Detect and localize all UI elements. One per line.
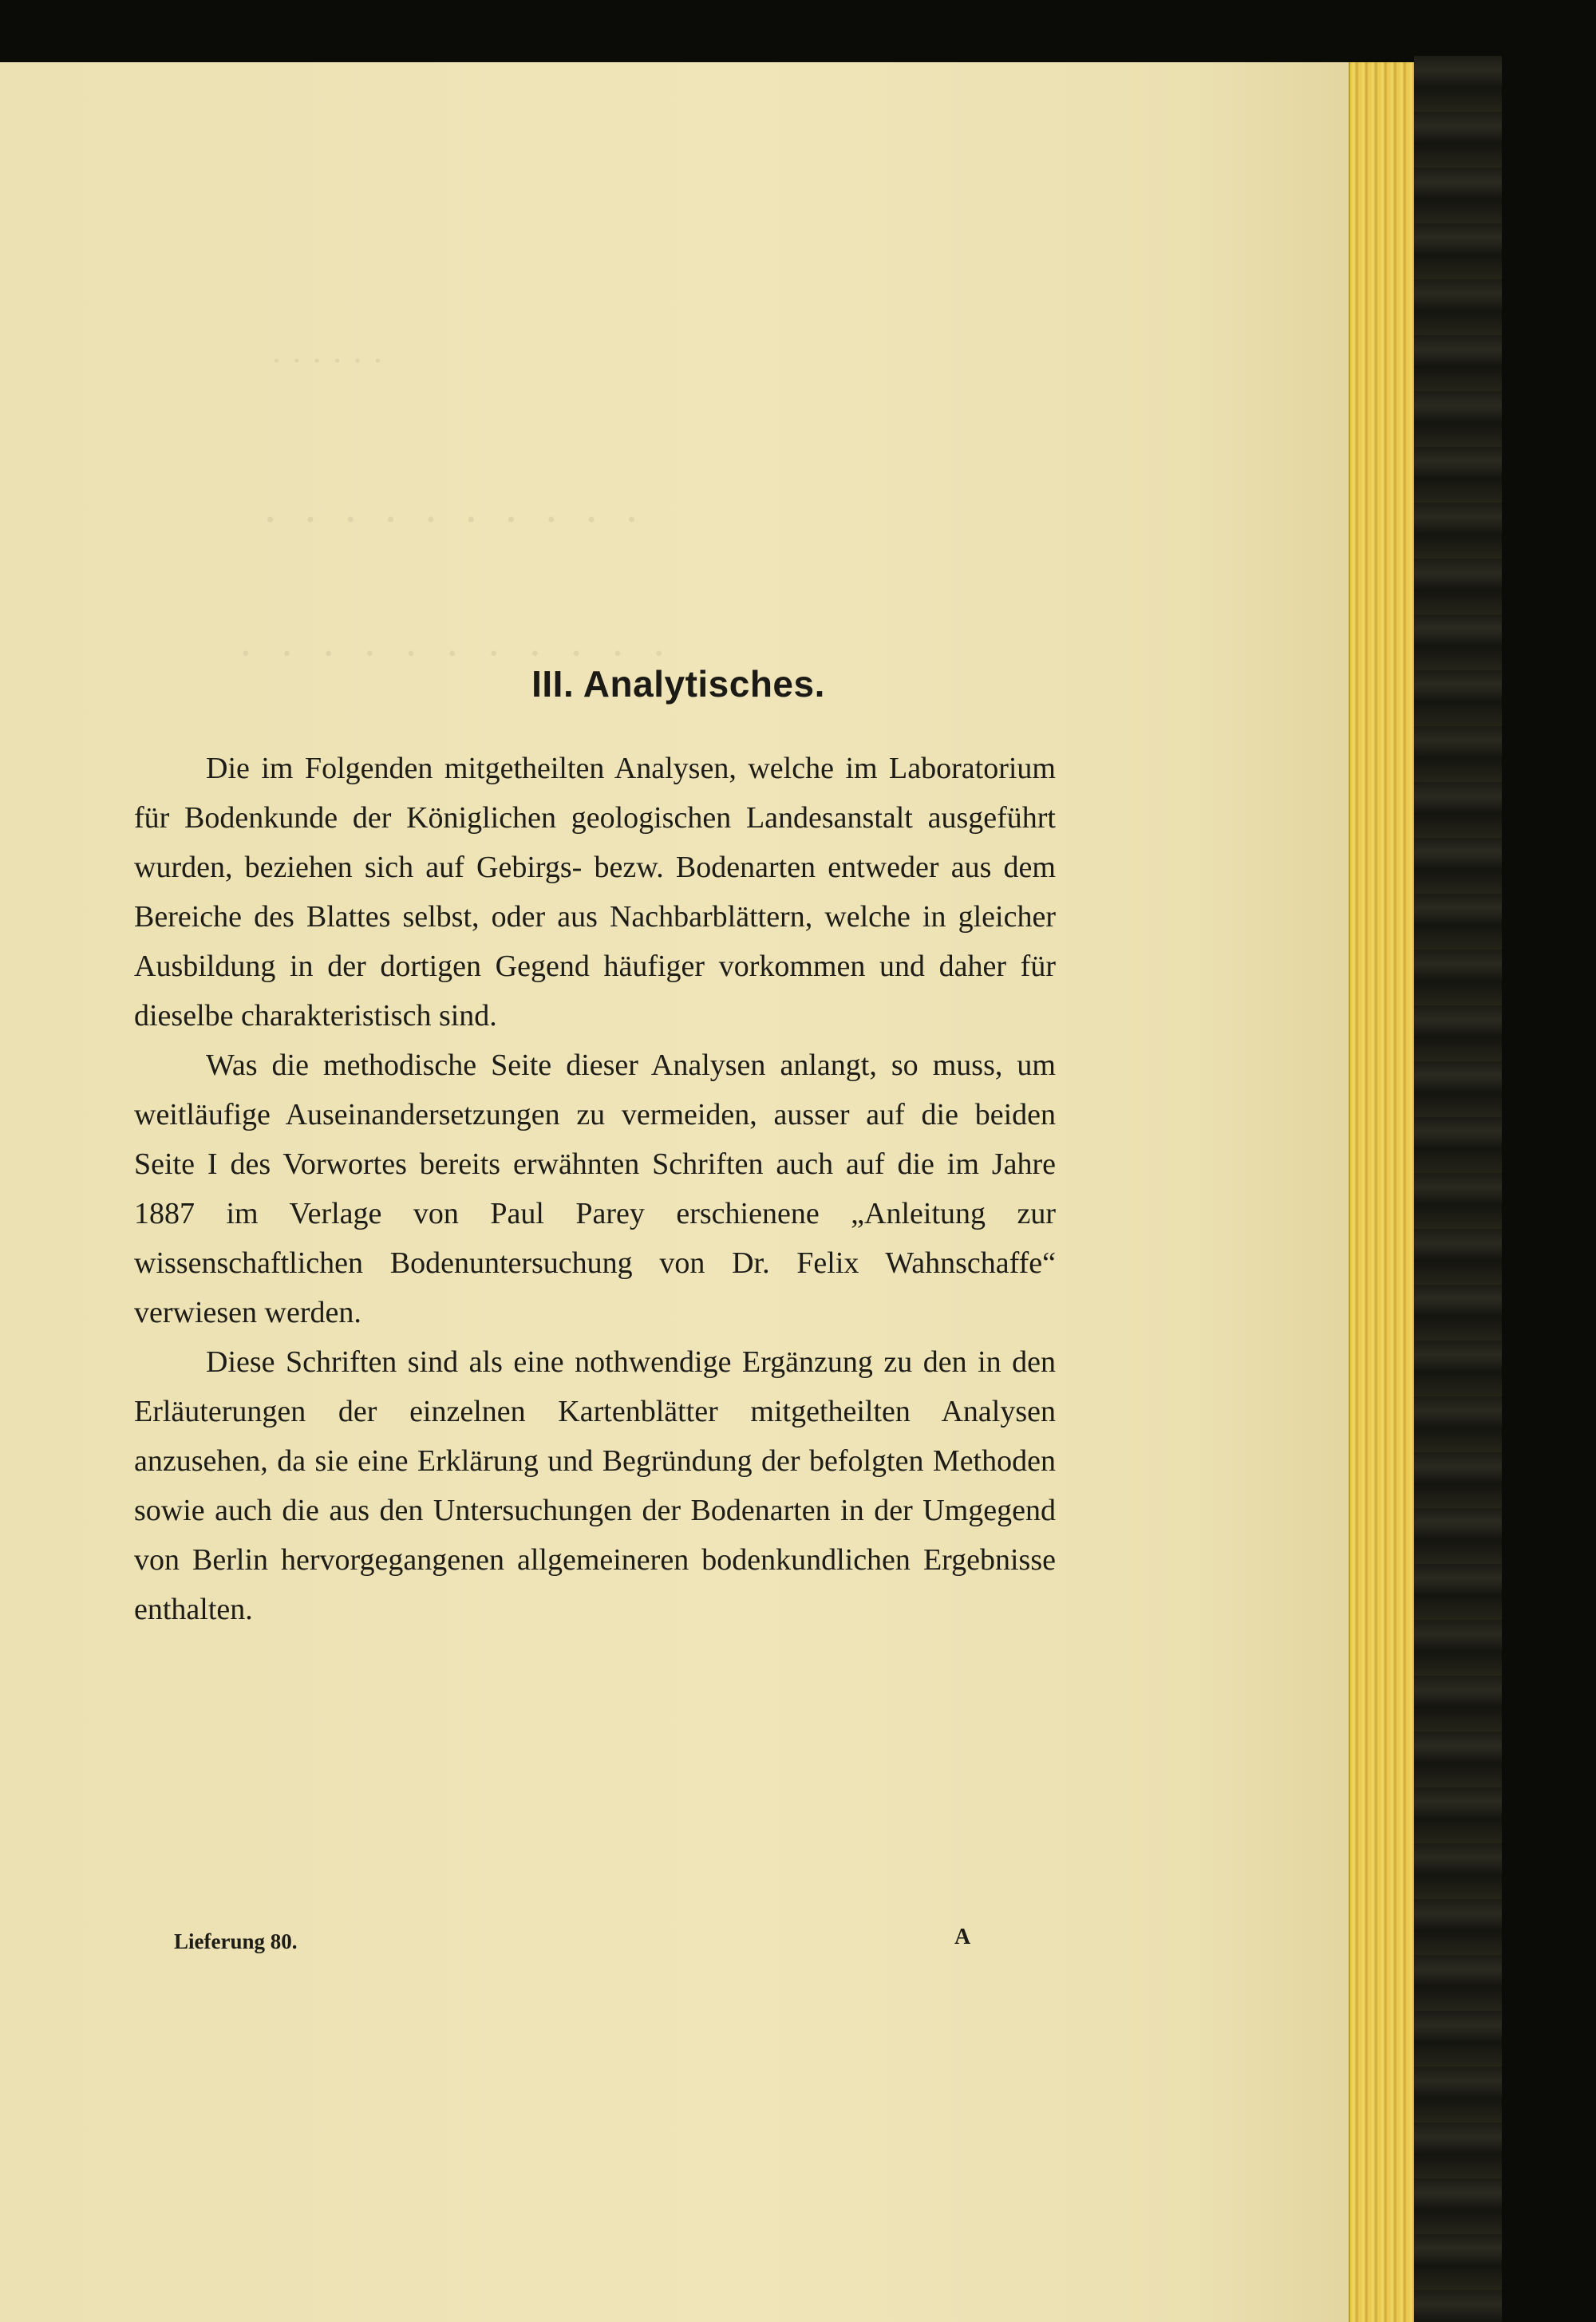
paragraph: Die im Folgenden mitgetheilten Analysen, welche im Laboratorium für Bodenkunde der Königlichen geologischen Landesanstalt ausgeführt wurden, beziehen sich auf Gebirgs- bezw. Bodenarten entweder aus dem Bereiche des Blattes selbst, oder aus Nachbarblättern, welche in gleicher Ausbildung in der dortigen Gegend häufiger vorkommen und daher für dieselbe charakteristisch sind. — [134, 752, 1056, 1033]
bleed-through-text: · · · · · · · · · · · — [239, 630, 674, 677]
gilded-page-edge — [1349, 62, 1416, 2322]
body-text — [134, 744, 1056, 1634]
paragraph: Diese Schriften sind als eine nothwendige Ergänzung zu den in den Erläuterungen der einzelnen Kartenblätter mitgetheilten Analysen anzusehen, da sie eine Erklärung und Begründung der befolgten Methoden sowie auch die aus den Untersuchungen der Bodenarten in der Umgegend von Berlin hervorgegangenen allgemeineren bodenkundlichen Ergebnisse enthalten. — [134, 1345, 1056, 1626]
book-cover — [1414, 56, 1502, 2322]
section-heading: III. Analytisches. — [531, 663, 825, 705]
bleed-through-text: · · · · · · — [271, 343, 383, 380]
sheet-mark: A — [954, 1925, 971, 1949]
paragraph: Was die methodische Seite dieser Analysen anlangt, so muss, um weitläufige Auseinandersetzungen zu vermeiden, ausser auf die beiden Seite I des Vorwortes bereits erwähnten Schriften auch auf die im Jahre 1887 im Verlage von Paul Parey erschienene „Anleitung zur wissenschaftlichen Bodenuntersuchung von Dr. Felix Wahnschaffe“ verwiesen werden. — [134, 1048, 1056, 1329]
bleed-through-text: · · · · · · · · · · — [263, 495, 646, 545]
printer-signature: Lieferung 80. — [174, 1929, 298, 1953]
